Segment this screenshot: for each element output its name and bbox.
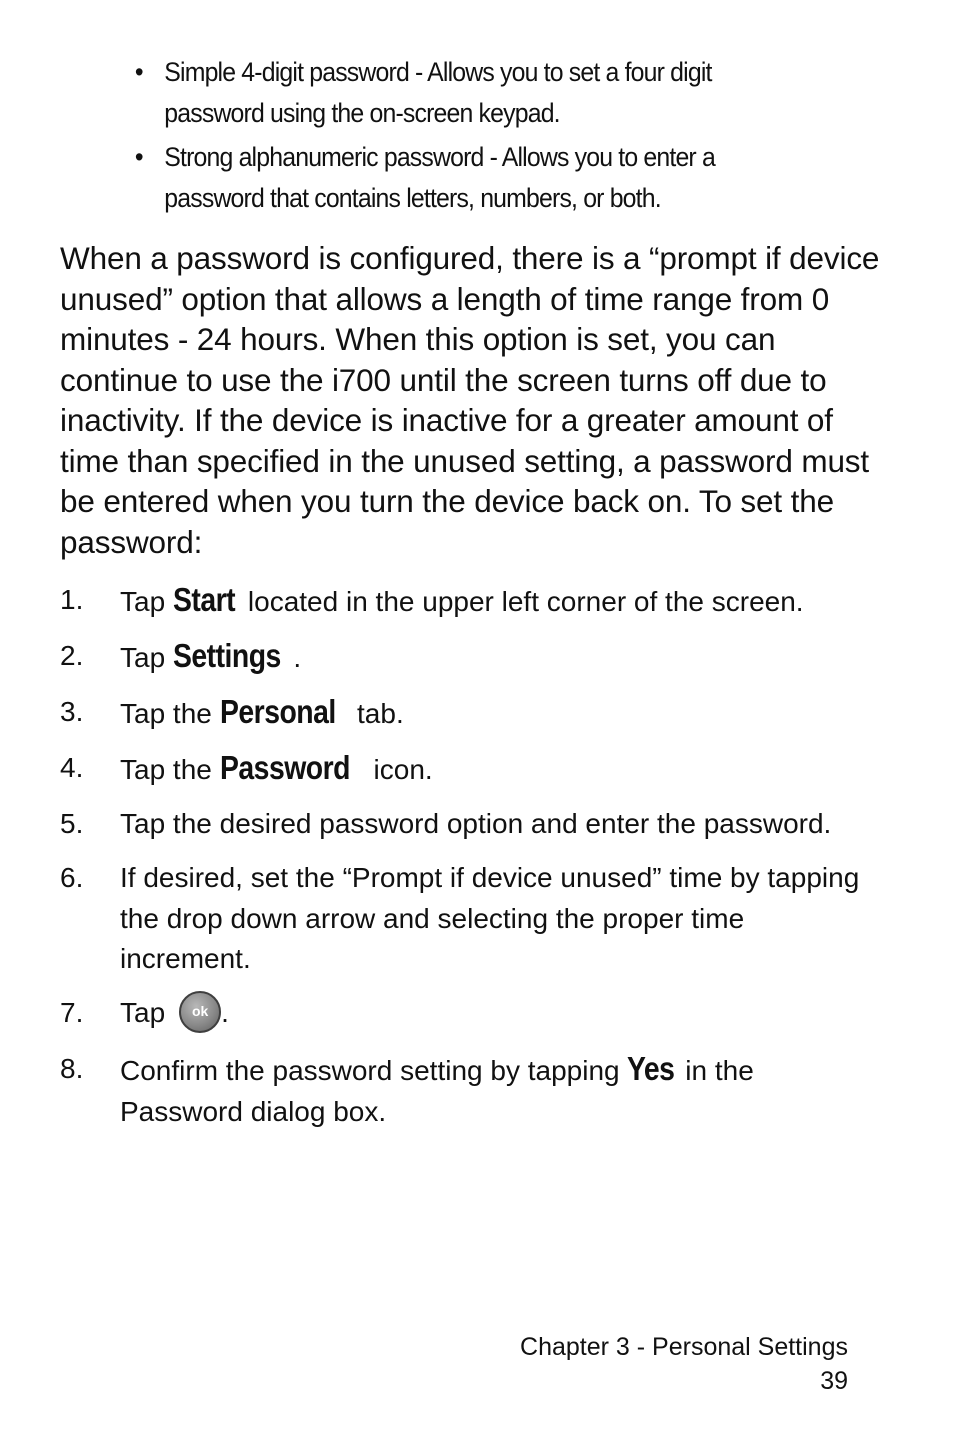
step-text: . bbox=[221, 997, 229, 1028]
step-text: icon. bbox=[365, 754, 433, 785]
bullet-dot: • bbox=[134, 142, 143, 172]
step-number: 5. bbox=[60, 808, 84, 839]
bullet-list bbox=[133, 52, 832, 222]
page-number: 39 bbox=[820, 1367, 848, 1395]
ok-button-icon: ok bbox=[179, 991, 221, 1033]
bullet-item bbox=[133, 137, 832, 219]
step-text: located in the upper left corner of the screen. bbox=[240, 586, 804, 617]
step-text: Tap bbox=[120, 997, 166, 1028]
step-item bbox=[60, 804, 880, 845]
bullet-item bbox=[133, 52, 832, 134]
step-text: in the Password dialog box. bbox=[120, 1055, 754, 1127]
step-item bbox=[60, 993, 880, 1036]
step-item bbox=[60, 1049, 880, 1132]
step-text: Tap bbox=[120, 642, 173, 673]
step-item bbox=[60, 580, 880, 623]
step-number: 2. bbox=[60, 640, 84, 671]
bullet-dot: • bbox=[134, 57, 143, 87]
bullet-text-line: password using the on-screen keypad. bbox=[164, 98, 560, 128]
step-text: Confirm the password setting by tapping bbox=[120, 1055, 628, 1087]
step-keyword: Yes bbox=[627, 1050, 675, 1088]
step-number: 1. bbox=[60, 584, 84, 615]
intro-paragraph: When a password is configured, there is a “prompt if device unused” option that allows a length of time range from 0 minutes - 24 hours. When this option is set, you can continue to use the i700 until the screen turns off due to inactivity. If the device is inactive for a greater amount of time than specified in the unused setting, a password must be entered when you turn the device back on. To set the password: bbox=[60, 240, 880, 560]
step-number: 8. bbox=[60, 1053, 84, 1085]
step-text: Tap bbox=[120, 586, 173, 617]
page-footer bbox=[520, 1330, 848, 1398]
step-keyword: Password bbox=[219, 749, 350, 786]
step-item bbox=[60, 692, 880, 735]
step-item bbox=[60, 748, 880, 791]
steps-list bbox=[60, 580, 880, 1146]
step-text: If desired, set the “Prompt if device unused” time by tapping the drop down arrow and selecting the proper time increment. bbox=[120, 862, 860, 974]
step-text: Tap the bbox=[120, 754, 220, 785]
step-item bbox=[60, 858, 880, 980]
step-number: 3. bbox=[60, 696, 84, 727]
step-keyword: Personal bbox=[219, 693, 336, 730]
step-text: tab. bbox=[349, 698, 404, 729]
step-keyword: Settings bbox=[172, 637, 281, 674]
step-text: . bbox=[293, 642, 302, 673]
step-number: 4. bbox=[60, 752, 84, 783]
step-item bbox=[60, 636, 880, 679]
step-keyword: Start bbox=[172, 581, 236, 618]
bullet-text-line: Strong alphanumeric password - Allows you to enter a bbox=[164, 142, 715, 172]
step-text: Tap the desired password option and enter the password. bbox=[120, 808, 832, 839]
chapter-title: Chapter 3 - Personal Settings bbox=[520, 1333, 848, 1361]
bullet-text-line: password that contains letters, numbers, or both. bbox=[164, 183, 661, 213]
step-text: Tap the bbox=[120, 698, 220, 729]
step-number: 6. bbox=[60, 862, 84, 893]
bullet-text-line: Simple 4-digit password - Allows you to set a four digit bbox=[164, 57, 712, 87]
step-number: 7. bbox=[60, 997, 84, 1028]
